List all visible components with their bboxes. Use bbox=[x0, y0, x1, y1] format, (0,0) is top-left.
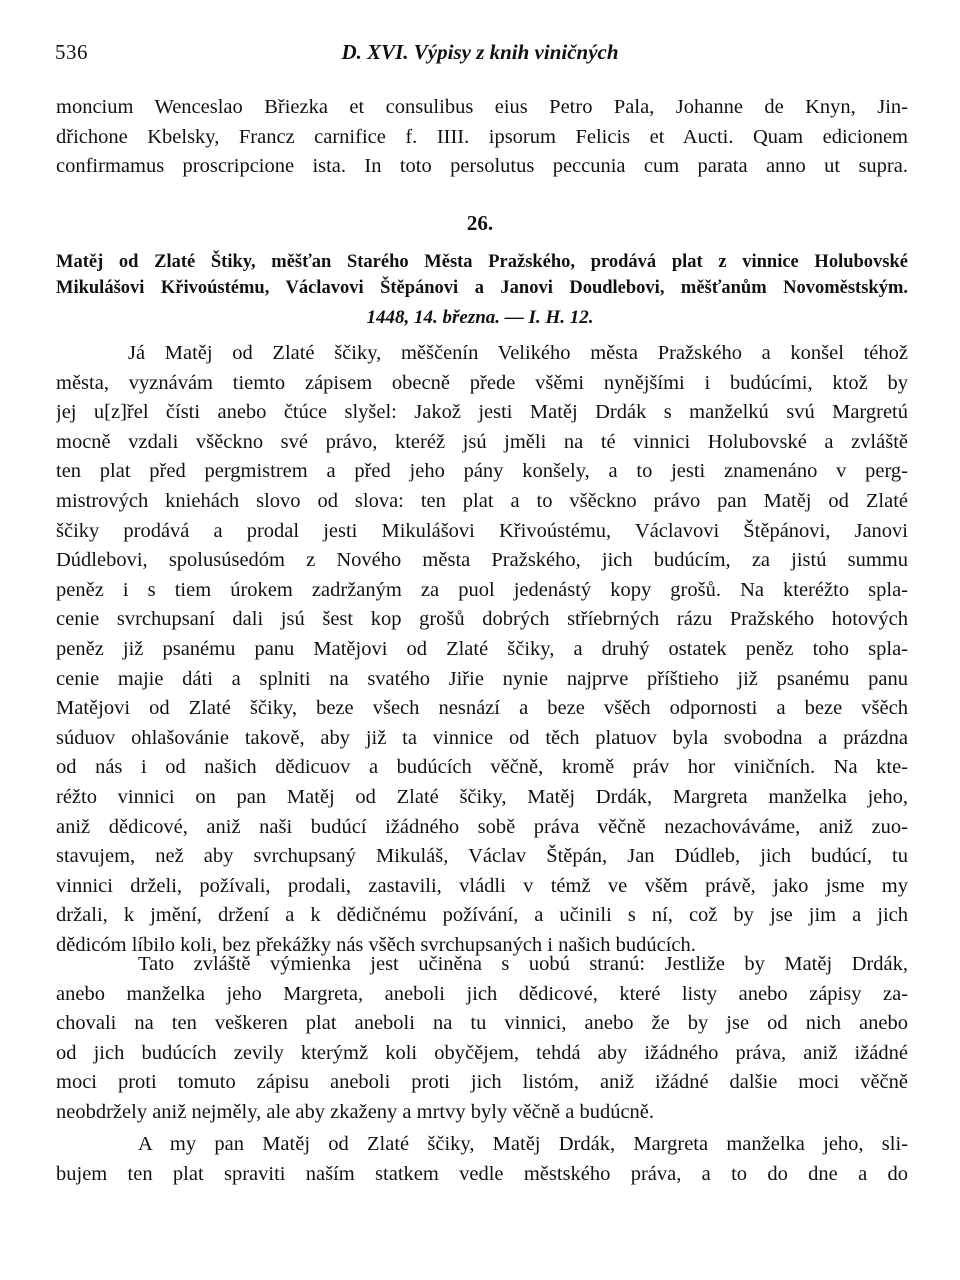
text-line: moci proti tomuto zápisu aneboli proti jich listóm, aniž ižádné dalšie moci věčně bbox=[56, 1071, 908, 1094]
text-line: anebo manželka jeho Margreta, aneboli jich dědicové, které listy anebo zápisy za- bbox=[56, 982, 908, 1005]
text-line: ten plat před pergmistrem a před jeho pány konšely, a to jesti znamenáno v perg- bbox=[56, 460, 908, 483]
page-number: 536 bbox=[55, 40, 88, 64]
entry-summary bbox=[56, 249, 908, 301]
text-line: confirmamus proscripcione ista. In toto persolutus peccunia cum parata anno ut supra. bbox=[56, 155, 908, 178]
summary-line: Matěj od Zlaté Štiky, měšťan Starého Města Pražského, prodává plat z vinnice Holubovské bbox=[56, 252, 908, 272]
text-line: chovali na ten veškeren plat aneboli na tu vinnici, anebo že by jse od nich anebo bbox=[56, 1012, 908, 1035]
text-line: vinnici drželi, požívali, prodali, zastavili, vládli v témž ve všěm právě, jako jsme my bbox=[56, 874, 908, 897]
text-line: Dúdlebovi, spolusúsedóm z Nového města Pražského, jich budúcím, za jistú summu bbox=[56, 549, 908, 572]
running-title: D. XVI. Výpisy z knih viničných bbox=[341, 40, 619, 64]
text-line: mocně vzdali všěckno své právo, kteréž jsú jměli na té vinnici Holubovské a zvláště bbox=[56, 430, 908, 453]
text-line: réžto vinnici on pan Matěj od Zlaté ščiky, Matěj Drdák, Margreta manželka jeho, bbox=[56, 785, 908, 808]
text-line: bujem ten plat spraviti naším statkem vedle městského práva, a to do dne a do bbox=[56, 1162, 908, 1185]
text-line: ščiky prodává a prodal jesti Mikulášovi Křivoústému, Václavovi Štěpánovi, Janovi bbox=[56, 519, 908, 542]
text-line: Matějovi od Zlaté ščiky, beze všech nesnází a beze všěch odpornosti a beze všěch bbox=[56, 697, 908, 720]
text-line: cenie majie dáti a splniti na svatého Jiřie nynie najprve příštieho již psanému panu bbox=[56, 667, 908, 690]
text-line: peněz již psanému panu Matějovi od Zlaté ščiky, a druhý ostatek peněz toho spla- bbox=[56, 637, 908, 660]
text-line: od jich budúcích zevily kterýmž koli obyčějem, tehdá aby ižádného práva, aniž ižádné bbox=[56, 1041, 908, 1064]
text-line: cenie svrchupsaní dali jsú šest kop grošů dobrých stříebrných rázu Pražského hotových bbox=[56, 608, 908, 631]
text-line: držali, k jmění, držení a k dědičnému požívání, a učinili s ní, což by jse jim a jich bbox=[56, 904, 908, 927]
third-paragraph bbox=[56, 1130, 908, 1189]
text-line: súduov ohlašovánie takově, aby již ta vinnice od těch platuov byla svobodna a prázdna bbox=[56, 726, 908, 749]
text-line: aniž dědicové, aniž naši budúcí ižádného sobě práva věčně nezachováváme, aniž zuo- bbox=[56, 815, 908, 838]
text-line: neobdržely aniž nejměly, ale aby zkaženy a mrtvy byly věčně a budúcně. bbox=[56, 1100, 655, 1123]
text-line: Já Matěj od Zlaté ščiky, měščenín Velikého města Pražského a konšel téhož bbox=[128, 342, 908, 364]
summary-line: Mikulášovi Křivoústému, Václavovi Štěpánovi a Janovi Doudlebovi, měšťanům Novoměstským. bbox=[56, 278, 908, 298]
text-line: dědicóm líbilo koli, bez překážky nás všěch svrchupsaných i našich budúcích. bbox=[56, 933, 696, 956]
entry-date: 1448, 14. března. — I. H. 12. bbox=[366, 307, 594, 328]
entry-number: 26. bbox=[466, 211, 494, 235]
text-line: dřichone Kbelsky, Francz carnifice f. IIII. ipsorum Felicis et Aucti. Quam edicionem bbox=[56, 125, 908, 148]
text-line: A my pan Matěj od Zlaté ščiky, Matěj Drdák, Margreta manželka jeho, sli- bbox=[138, 1133, 908, 1155]
page-header bbox=[55, 40, 905, 72]
intro-paragraph bbox=[56, 93, 908, 182]
text-line: jej u[z]řel čísti anebo čtúce slyšel: Jakož jesti Matěj Drdák s manželkú svú Margretú bbox=[56, 401, 908, 424]
text-line: Tato zvláště výmienka jest učiněna s uobú stranú: Jestliže by Matěj Drdák, bbox=[138, 953, 908, 975]
text-line: peněz i s tiem úrokem zadržaným za puol jedenástý kopy grošů. Na kteréžto spla- bbox=[56, 578, 908, 601]
text-line: mistrových kniehách slovo od slova: ten plat a to všěckno právo pan Matěj od Zlaté bbox=[56, 489, 908, 512]
text-line: města, vyznávám tiemto zápisem obecně přede všěmi nynějšími i budúcími, ktož by bbox=[56, 371, 908, 394]
main-paragraph bbox=[56, 339, 908, 960]
text-line: stavujem, než aby svrchupsaný Mikuláš, Václav Štěpán, Jan Dúdleb, jich budúcí, tu bbox=[56, 845, 908, 868]
second-paragraph bbox=[56, 950, 908, 1128]
text-line: moncium Wenceslao Břiezka et consulibus eius Petro Pala, Johanne de Knyn, Jin- bbox=[56, 96, 908, 118]
text-line: od nás i od našich dědicuov a budúcích věčně, kromě práv hor viničních. Na kte- bbox=[56, 756, 908, 779]
